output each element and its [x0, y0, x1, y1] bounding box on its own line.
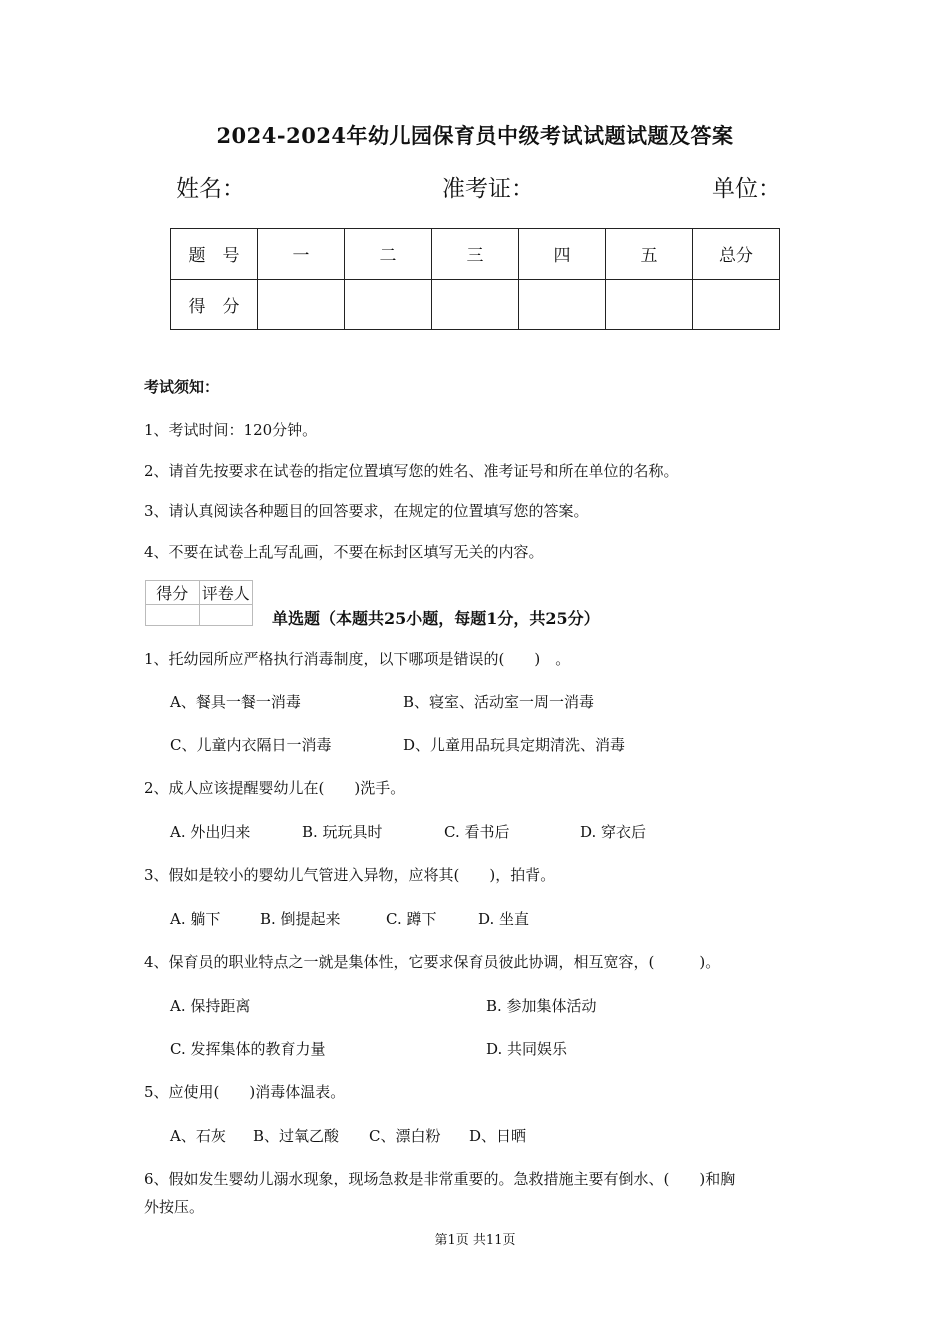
score-cell[interactable] — [258, 279, 345, 330]
grader-reviewer-label: 评卷人 — [199, 581, 253, 605]
question-stem: 6、假如发生婴幼儿溺水现象，现场急救是非常重要的。急救措施主要有倒水、( )和胸 — [144, 1170, 736, 1188]
section-heading: 单选题（本题共25小题，每题1分，共25分） — [272, 609, 600, 628]
score-table-header-row — [171, 229, 780, 280]
option-b[interactable]: B. 玩玩具时 — [302, 823, 383, 841]
option-c[interactable]: C. 发挥集体的教育力量 — [170, 1040, 326, 1058]
score-cell[interactable] — [606, 279, 693, 330]
notice-item: 3、请认真阅读各种题目的回答要求，在规定的位置填写您的答案。 — [144, 502, 589, 520]
header-cell: 题 号 — [171, 229, 258, 280]
header-cell: 一 — [258, 229, 345, 280]
header-cell: 三 — [432, 229, 519, 280]
option-d[interactable]: D、儿童用品玩具定期清洗、消毒 — [403, 736, 626, 754]
option-a[interactable]: A、餐具一餐一消毒 — [170, 693, 301, 711]
notice-item: 4、不要在试卷上乱写乱画，不要在标封区填写无关的内容。 — [144, 543, 544, 561]
grader-box — [145, 580, 253, 626]
notice-heading: 考试须知： — [144, 378, 220, 396]
question-stem: 3、假如是较小的婴幼儿气管进入异物，应将其( )，拍背。 — [144, 866, 556, 884]
question-stem-continued: 外按压。 — [144, 1198, 205, 1216]
unit-label: 单位： — [712, 176, 781, 202]
page-footer: 第1页 共11页 — [434, 1233, 516, 1248]
option-c[interactable]: C. 看书后 — [444, 823, 510, 841]
score-table — [170, 228, 780, 330]
option-d[interactable]: D、日晒 — [469, 1127, 527, 1145]
grader-reviewer-cell[interactable] — [199, 605, 253, 626]
score-cell[interactable] — [519, 279, 606, 330]
header-cell: 二 — [345, 229, 432, 280]
grader-score-label: 得分 — [146, 581, 200, 605]
option-b[interactable]: B、过氧乙酸 — [253, 1127, 340, 1145]
option-b[interactable]: B. 倒提起来 — [260, 910, 341, 928]
option-a[interactable]: A、石灰 — [170, 1127, 226, 1145]
option-c[interactable]: C、漂白粉 — [369, 1127, 441, 1145]
notice-item: 1、考试时间：120分钟。 — [144, 421, 318, 439]
header-cell: 四 — [519, 229, 606, 280]
score-row-label: 得 分 — [171, 279, 258, 330]
question-stem: 5、应使用( )消毒体温表。 — [144, 1083, 346, 1101]
option-d[interactable]: D. 坐直 — [478, 910, 530, 928]
question-stem: 4、保育员的职业特点之一就是集体性，它要求保育员彼此协调，相互宽容，( )。 — [144, 953, 721, 971]
option-b[interactable]: B. 参加集体活动 — [486, 997, 597, 1015]
option-d[interactable]: D. 共同娱乐 — [486, 1040, 568, 1058]
option-a[interactable]: A. 外出归来 — [170, 823, 251, 841]
grader-score-cell[interactable] — [146, 605, 200, 626]
ticket-label: 准考证： — [442, 176, 534, 202]
header-cell: 总分 — [693, 229, 780, 280]
score-cell[interactable] — [345, 279, 432, 330]
option-b[interactable]: B、寝室、活动室一周一消毒 — [403, 693, 595, 711]
question-stem: 2、成人应该提醒婴幼儿在( )洗手。 — [144, 779, 406, 797]
score-cell[interactable] — [432, 279, 519, 330]
option-a[interactable]: A. 躺下 — [170, 910, 221, 928]
score-cell[interactable] — [693, 279, 780, 330]
option-a[interactable]: A. 保持距离 — [170, 997, 251, 1015]
option-d[interactable]: D. 穿衣后 — [580, 823, 647, 841]
name-label: 姓名： — [176, 176, 245, 202]
question-stem: 1、托幼园所应严格执行消毒制度，以下哪项是错误的( ) 。 — [144, 650, 571, 668]
header-cell: 五 — [606, 229, 693, 280]
score-table-score-row — [171, 279, 780, 330]
exam-title: 2024-2024年幼儿园保育员中级考试试题试题及答案 — [216, 123, 734, 148]
option-c[interactable]: C. 蹲下 — [386, 910, 437, 928]
notice-item: 2、请首先按要求在试卷的指定位置填写您的姓名、准考证号和所在单位的名称。 — [144, 462, 679, 480]
option-c[interactable]: C、儿童内衣隔日一消毒 — [170, 736, 332, 754]
